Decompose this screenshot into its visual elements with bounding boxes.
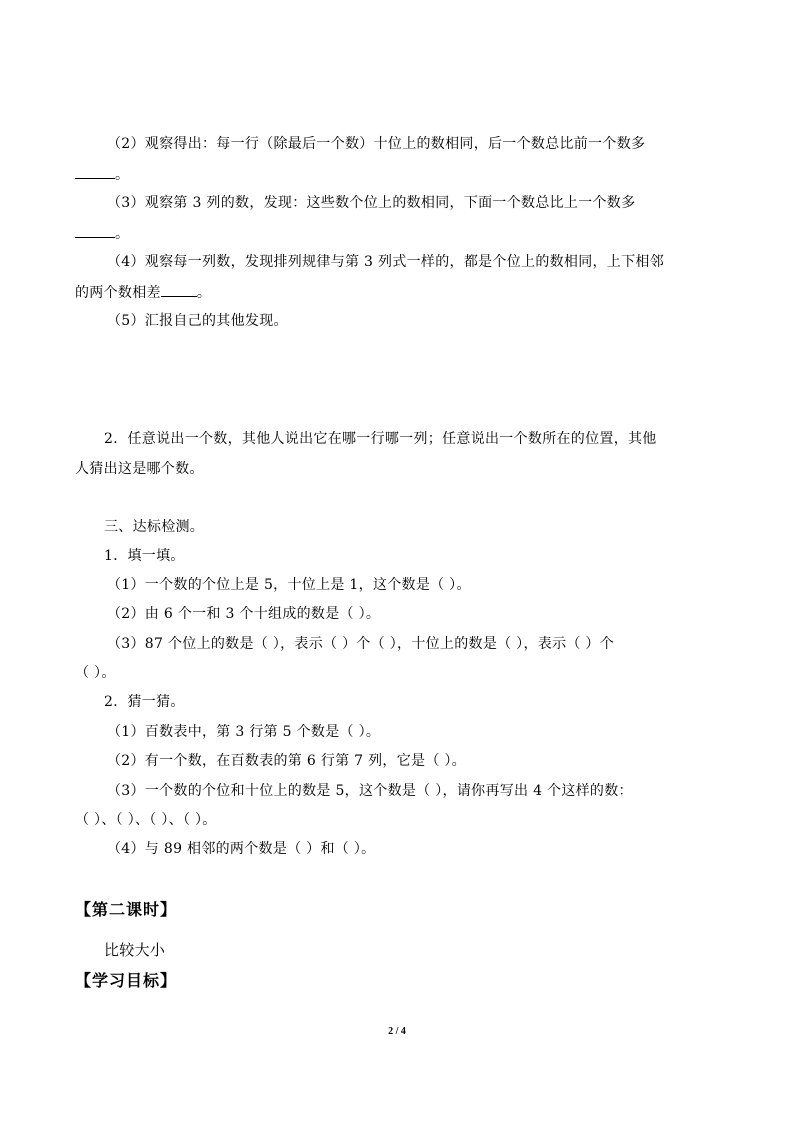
part1-q2-line2: 。 <box>75 164 129 185</box>
lesson2-subtitle: 比较大小 <box>104 941 166 959</box>
part2-line2: 人猜出这是哪个数。 <box>75 461 204 477</box>
answer-blank <box>75 223 115 238</box>
page-number: 2 / 4 <box>388 1026 406 1037</box>
fill-title: 1．填一填。 <box>104 548 185 564</box>
part1-q3-line2: 。 <box>75 223 129 244</box>
part1-q3-line1: （3）观察第 3 列的数，发现：这些数个位上的数相同，下面一个数总比上一个数多 <box>107 195 636 211</box>
guess-q2: （2）有一个数，在百数表的第 6 行第 7 列，它是（ ）。 <box>107 753 466 769</box>
guess-q4: （4）与 89 相邻的两个数是（ ）和（ ）。 <box>107 841 376 857</box>
answer-blank <box>161 282 197 297</box>
fill-q3-line2: （ ）。 <box>75 665 116 681</box>
fill-q2: （2）由 6 个一和 3 个十组成的数是（ ）。 <box>107 606 381 622</box>
part1-q4-line2: 的两个数相差 。 <box>75 282 211 303</box>
fill-q3-line1: （3）87 个位上的数是（ ），表示（ ）个（ ），十位上的数是（ ），表示（ ）个 <box>107 636 615 652</box>
learning-goals-title: 【学习目标】 <box>75 971 178 990</box>
lesson2-title: 【第二课时】 <box>75 900 178 919</box>
part1-q2-line1: （2）观察得出：每一行（除最后一个数）十位上的数相同，后一个数总比前一个数多 <box>107 136 646 152</box>
part1-q4-line1: （4）观察每一列数，发现排列规律与第 3 列式一样的，都是个位上的数相同，上下相邻 <box>107 254 665 270</box>
guess-q1: （1）百数表中，第 3 行第 5 个数是（ ）。 <box>107 724 381 740</box>
part1-q5: （5）汇报自己的其他发现。 <box>107 313 288 329</box>
guess-q3-line1: （3）一个数的个位和十位上的数是 5，这个数是（ ），请你再写出 4 个这样的数： <box>107 783 633 799</box>
part2-line1: 2．任意说出一个数，其他人说出它在哪一行哪一列；任意说出一个数所在的位置，其他 <box>104 431 657 447</box>
guess-q3-line2: （ ）、（ ）、（ ）、（ ）。 <box>75 812 217 828</box>
part3-title: 三、达标检测。 <box>104 519 205 535</box>
answer-blank <box>75 164 115 179</box>
fill-q1: （1）一个数的个位上是 5，十位上是 1，这个数是（ ）。 <box>107 577 471 593</box>
guess-title: 2．猜一猜。 <box>104 694 185 710</box>
